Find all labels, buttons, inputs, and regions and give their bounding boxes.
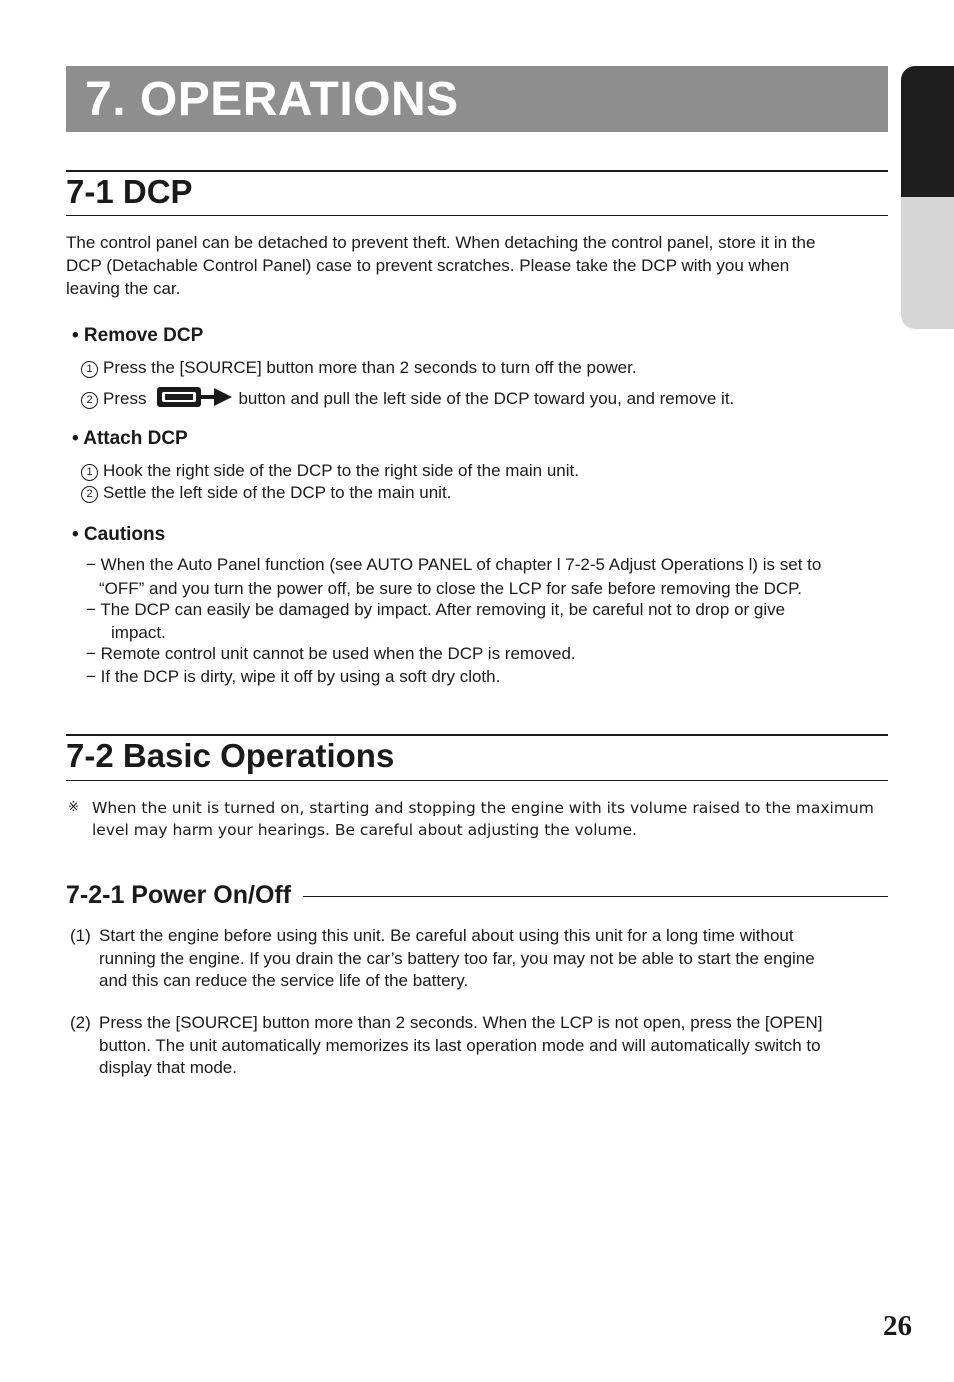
item-line: and this can reduce the service life of the battery. bbox=[99, 971, 469, 990]
chapter-banner bbox=[66, 66, 888, 132]
step-number: 2 bbox=[81, 392, 98, 409]
item-line: running the engine. If you drain the car’s battery too far, you may not be able to start the engine bbox=[99, 948, 815, 968]
caution-line: − The DCP can easily be damaged by impact. After removing it, be careful not to drop or give bbox=[86, 600, 786, 619]
caution-line: − When the Auto Panel function (see AUTO PANEL of chapter l 7-2-5 Adjust Operations l) is set to bbox=[86, 555, 822, 574]
item-line: button. The unit automatically memorizes its last operation mode and will automatically switch to bbox=[99, 1035, 821, 1055]
item-line: Start the engine before using this unit. Be careful about using this unit for a long time without bbox=[99, 926, 794, 945]
step-text: Press the [SOURCE] button more than 2 seconds to turn off the power. bbox=[103, 358, 637, 377]
section-heading-basic-operations bbox=[66, 734, 888, 781]
release-button-icon bbox=[156, 385, 232, 415]
section-heading-dcp bbox=[66, 170, 888, 216]
cautions-heading: • Cautions bbox=[72, 524, 166, 545]
caution-line: “OFF” and you turn the power off, be sure to close the LCP for safe before removing the DCP. bbox=[99, 579, 803, 598]
step-text: Settle the left side of the DCP to the main unit. bbox=[103, 483, 452, 502]
side-tab-light bbox=[901, 197, 954, 329]
item-number: (1) bbox=[70, 926, 91, 945]
page-number: 26 bbox=[883, 1310, 912, 1342]
intro-line: leaving the car. bbox=[66, 279, 181, 298]
step-text: Hook the right side of the DCP to the right side of the main unit. bbox=[103, 461, 579, 480]
step-number: 1 bbox=[81, 361, 98, 378]
caution-line: − Remote control unit cannot be used when the DCP is removed. bbox=[86, 644, 576, 663]
section-title: 7-1 DCP bbox=[66, 173, 193, 210]
item-line: Press the [SOURCE] button more than 2 seconds. When the LCP is not open, press the [OPEN] bbox=[99, 1013, 823, 1032]
side-tab-dark bbox=[901, 66, 954, 197]
remove-step-2 bbox=[81, 385, 734, 415]
section-title: 7-2 Basic Operations bbox=[66, 737, 395, 774]
remove-step-1 bbox=[81, 356, 637, 379]
volume-note bbox=[92, 797, 892, 841]
chapter-title: 7. OPERATIONS bbox=[85, 73, 459, 126]
remove-dcp-heading: • Remove DCP bbox=[72, 325, 204, 346]
note-line: level may harm your hearings. Be careful about adjusting the volume. bbox=[92, 821, 637, 839]
power-item-2 bbox=[99, 1012, 899, 1080]
attach-step-2 bbox=[81, 481, 451, 504]
step-number: 2 bbox=[81, 486, 98, 503]
step-text: button and pull the left side of the DCP toward you, and remove it. bbox=[238, 389, 735, 408]
attach-step-1 bbox=[81, 459, 579, 482]
note-line: When the unit is turned on, starting and stopping the engine with its volume raised to the maximum bbox=[92, 799, 874, 817]
intro-line: The control panel can be detached to prevent theft. When detaching the control panel, store it in the bbox=[66, 233, 816, 252]
note-mark: ※ bbox=[68, 800, 79, 815]
caution-line: − If the DCP is dirty, wipe it off by using a soft dry cloth. bbox=[86, 667, 501, 686]
attach-dcp-heading: • Attach DCP bbox=[72, 428, 188, 449]
subsection-title: 7-2-1 Power On/Off bbox=[66, 878, 303, 912]
item-line: display that mode. bbox=[99, 1058, 237, 1077]
caution-line: impact. bbox=[111, 623, 166, 642]
subsection-heading-power bbox=[66, 878, 888, 912]
step-number: 1 bbox=[81, 464, 98, 481]
item-number: (2) bbox=[70, 1013, 91, 1032]
intro-paragraph bbox=[66, 231, 896, 300]
intro-line: DCP (Detachable Control Panel) case to prevent scratches. Please take the DCP with you when bbox=[66, 256, 790, 275]
power-item-1 bbox=[99, 925, 899, 993]
step-text: Press bbox=[103, 389, 147, 408]
